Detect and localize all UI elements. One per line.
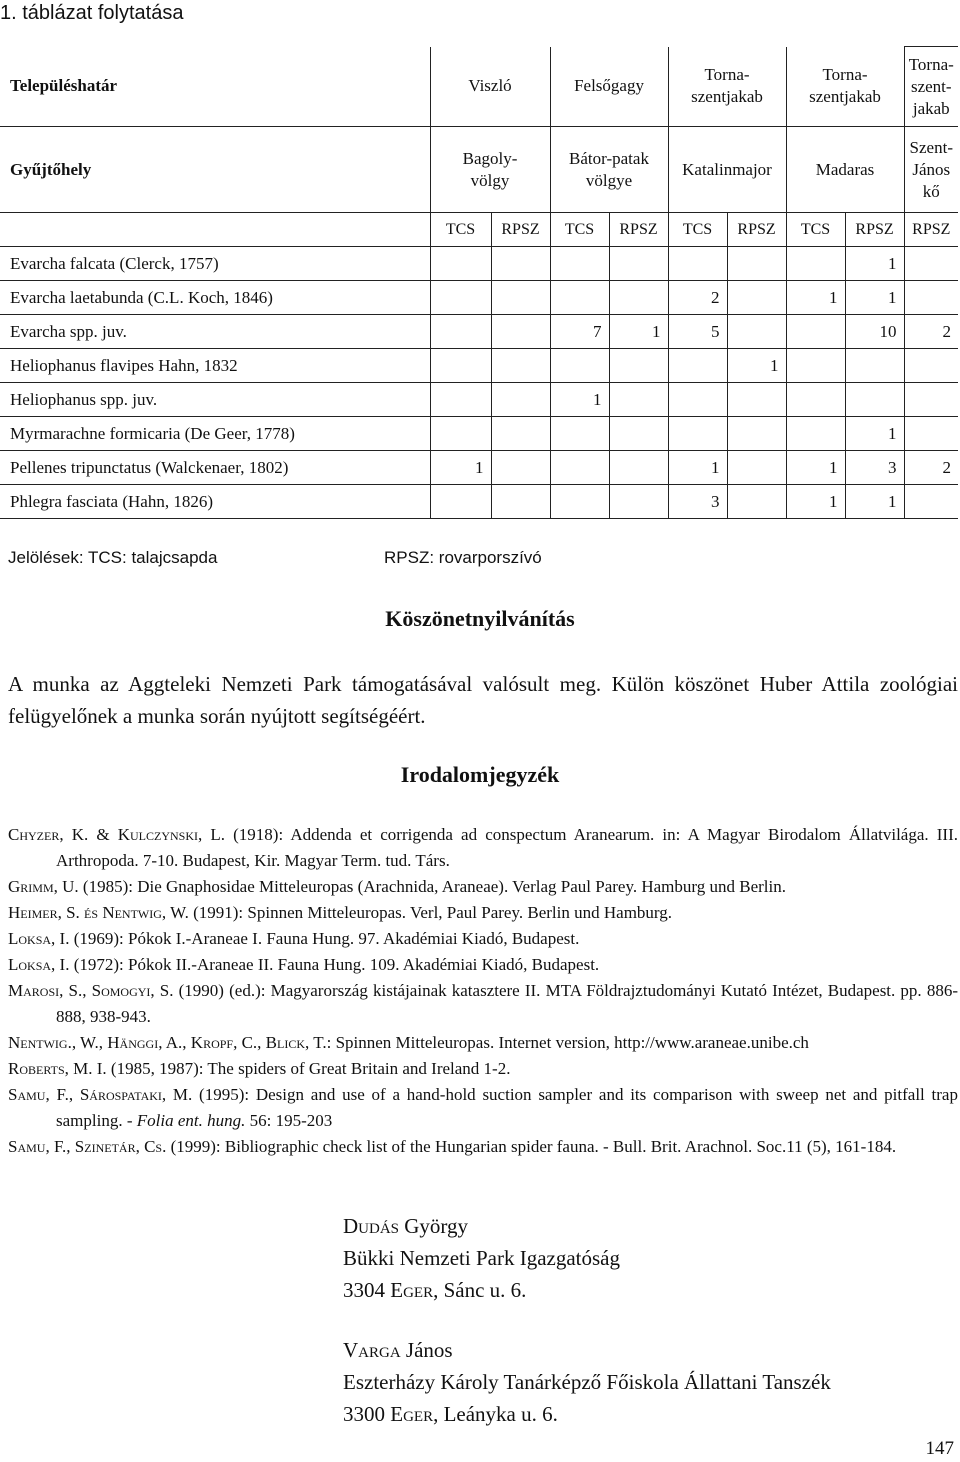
count-cell: 1: [845, 417, 904, 451]
species-row: [0, 349, 958, 383]
reference-authors: Roberts, M. I.: [8, 1059, 107, 1078]
species-row: [0, 315, 958, 349]
reference-item: [8, 978, 958, 1030]
count-cell: [727, 383, 786, 417]
method-code-corner: [0, 213, 430, 247]
count-cell: [491, 485, 550, 519]
method-code: TCS: [430, 213, 491, 247]
address-postcode: 3300: [343, 1402, 391, 1426]
legend-tcs: Jelölések: TCS: talajcsapda: [8, 548, 218, 567]
address-street: , Sánc u. 6.: [433, 1278, 527, 1302]
count-cell: [430, 247, 491, 281]
references-title: Irodalomjegyzék: [400, 762, 560, 787]
place-madaras: Madaras: [786, 127, 904, 213]
species-name: Evarcha falcata (Clerck, 1757): [0, 247, 430, 281]
count-cell: [668, 417, 727, 451]
count-cell: [727, 315, 786, 349]
address-city: Eger: [390, 1402, 434, 1426]
species-name: Phlegra fasciata (Hahn, 1826): [0, 485, 430, 519]
reference-item: [8, 874, 958, 900]
count-cell: [550, 485, 609, 519]
reference-item: [8, 1082, 958, 1134]
place-bagolyvolgy: [430, 127, 550, 213]
count-cell: [904, 417, 958, 451]
count-cell: 2: [904, 315, 958, 349]
author-given-name: György: [399, 1214, 469, 1238]
count-cell: [491, 247, 550, 281]
count-cell: [609, 485, 668, 519]
site-label-line: szent-: [910, 76, 952, 96]
site-label-line: szentjakab: [809, 87, 881, 107]
reference-text: (1995): Design and use of a hand-hold suction sampler and its comparison with sweep net and pitfall trap sampling. -: [56, 1085, 958, 1130]
acknowledgements-title: Köszönetnyilvánítás: [385, 606, 575, 631]
count-cell: [550, 451, 609, 485]
species-rows: [0, 247, 958, 519]
count-cell: 2: [904, 451, 958, 485]
species-row: [0, 417, 958, 451]
site-label-line: szentjakab: [691, 87, 763, 107]
place-label-line: kő: [922, 181, 940, 201]
count-cell: [668, 349, 727, 383]
reference-authors: Loksa, I.: [8, 955, 70, 974]
count-cell: [609, 349, 668, 383]
place-header-row: [0, 127, 958, 213]
count-cell: [430, 315, 491, 349]
reference-item: [8, 926, 958, 952]
species-row: [0, 281, 958, 315]
count-cell: 1: [727, 349, 786, 383]
address-street: , Leányka u. 6.: [433, 1402, 558, 1426]
count-cell: [430, 281, 491, 315]
reference-authors: Chyzer, K. & Kulczynski, L.: [8, 825, 225, 844]
site-felsogagy: Felsőgagy: [550, 47, 668, 127]
reference-text: (1969): Pókok I.-Araneae I. Fauna Hung. 97. Akadémiai Kiadó, Budapest.: [69, 929, 580, 948]
row-header-site: Településhatár: [0, 47, 430, 127]
count-cell: [609, 417, 668, 451]
species-name: Evarcha spp. juv.: [0, 315, 430, 349]
site-header-row: [0, 47, 958, 127]
reference-list: [8, 822, 958, 1160]
reference-text: (1999): Bibliographic check list of the Hungarian spider fauna. - Bull. Brit. Arachnol. Soc.11 (5), 161-184.: [166, 1137, 897, 1156]
reference-text: 56: 195-203: [245, 1111, 333, 1130]
count-cell: [727, 485, 786, 519]
count-cell: 3: [845, 451, 904, 485]
count-cell: [727, 451, 786, 485]
species-name: Heliophanus flavipes Hahn, 1832: [0, 349, 430, 383]
count-cell: [786, 349, 845, 383]
species-name: Heliophanus spp. juv.: [0, 383, 430, 417]
method-code: TCS: [668, 213, 727, 247]
address-postcode: 3304: [343, 1278, 391, 1302]
legend-rpsz: RPSZ: rovarporszívó: [384, 548, 542, 567]
count-cell: [609, 451, 668, 485]
count-cell: 1: [550, 383, 609, 417]
count-cell: [904, 383, 958, 417]
count-cell: [845, 349, 904, 383]
count-cell: 7: [550, 315, 609, 349]
place-label-line: völgye: [585, 170, 633, 190]
species-row: [0, 247, 958, 281]
count-cell: [904, 485, 958, 519]
method-code: RPSZ: [845, 213, 904, 247]
count-cell: 1: [786, 281, 845, 315]
count-cell: 3: [668, 485, 727, 519]
count-cell: [550, 417, 609, 451]
count-cell: 1: [845, 485, 904, 519]
count-cell: [491, 383, 550, 417]
site-tornaszentjakab-2: [786, 47, 904, 127]
place-szentjanos: [904, 127, 958, 213]
count-cell: [491, 281, 550, 315]
reference-authors: Marosi, S., Somogyi, S.: [8, 981, 174, 1000]
species-row: [0, 383, 958, 417]
reference-authors: Samu, F., Sárospataki, M.: [8, 1085, 193, 1104]
author-name: [343, 1210, 620, 1242]
place-label-line: völgy: [470, 170, 510, 190]
species-name: Pellenes tripunctatus (Walckenaer, 1802): [0, 451, 430, 485]
reference-authors: Heimer, S. és Nentwig, W.: [8, 903, 189, 922]
author-block-varga: [343, 1334, 831, 1430]
author-institution: Eszterházy Károly Tanárképző Főiskola Állattani Tanszék: [343, 1370, 831, 1394]
species-name: Myrmarachne formicaria (De Geer, 1778): [0, 417, 430, 451]
continuation-title: 1. táblázat folytatása: [0, 2, 184, 24]
count-cell: [904, 349, 958, 383]
reference-text: (1991): Spinnen Mitteleuropas. Verl, Paul Parey. Berlin und Hamburg.: [188, 903, 673, 922]
count-cell: [491, 417, 550, 451]
site-viszlo: Viszló: [430, 47, 550, 127]
count-cell: [491, 349, 550, 383]
reference-item: [8, 822, 958, 874]
reference-text: (1918): Addenda et corrigenda ad conspectum Aranearum. in: A Magyar Birodalom Állatvilága. III. Arthropoda. 7-10. Budapest, Kir. Magyar Term. tud. Társ.: [56, 825, 958, 870]
species-row: [0, 451, 958, 485]
count-cell: [430, 349, 491, 383]
count-cell: 1: [845, 281, 904, 315]
site-label-line: Torna-: [908, 54, 954, 74]
count-cell: [430, 485, 491, 519]
address-city: Eger: [390, 1278, 434, 1302]
reference-authors: Loksa, I.: [8, 929, 70, 948]
count-cell: [786, 247, 845, 281]
reference-text: (1972): Pókok II.-Araneae II. Fauna Hung. 109. Akadémiai Kiadó, Budapest.: [69, 955, 600, 974]
count-cell: 1: [845, 247, 904, 281]
count-cell: [904, 247, 958, 281]
method-code: TCS: [550, 213, 609, 247]
place-katalinmajor: Katalinmajor: [668, 127, 786, 213]
method-code: RPSZ: [727, 213, 786, 247]
count-cell: [727, 281, 786, 315]
count-cell: 1: [609, 315, 668, 349]
author-address: [343, 1274, 620, 1306]
place-label-line: Bátor-patak: [569, 148, 649, 168]
count-cell: 2: [668, 281, 727, 315]
count-cell: [904, 281, 958, 315]
count-cell: [668, 247, 727, 281]
count-cell: [550, 281, 609, 315]
count-cell: 1: [430, 451, 491, 485]
place-label-line: Szent-: [909, 137, 953, 157]
count-cell: [430, 383, 491, 417]
page-number: 147: [925, 1438, 954, 1459]
author-block-dudas: [343, 1210, 620, 1306]
count-cell: 1: [786, 451, 845, 485]
reference-item: [8, 900, 958, 926]
place-label-line: János: [912, 159, 951, 179]
count-cell: [550, 247, 609, 281]
reference-journal: Folia ent. hung.: [136, 1111, 246, 1130]
site-label-line: jakab: [912, 98, 950, 118]
place-label-line: Bagoly-: [462, 148, 518, 168]
place-batorpatak: [550, 127, 668, 213]
count-cell: 10: [845, 315, 904, 349]
author-surname: Dudás: [343, 1214, 400, 1238]
count-cell: [845, 383, 904, 417]
count-cell: 5: [668, 315, 727, 349]
count-cell: [786, 383, 845, 417]
author-institution: Bükki Nemzeti Park Igazgatóság: [343, 1246, 620, 1270]
species-name: Evarcha laetabunda (C.L. Koch, 1846): [0, 281, 430, 315]
author-name: [343, 1334, 831, 1366]
count-cell: [491, 315, 550, 349]
method-code-row: [0, 213, 958, 247]
method-code: TCS: [786, 213, 845, 247]
reference-item: [8, 1134, 958, 1160]
reference-text: (1985): Die Gnaphosidae Mitteleuropas (Arachnida, Araneae). Verlag Paul Parey. Hamburg und Berlin.: [78, 877, 786, 896]
species-row: [0, 485, 958, 519]
count-cell: [491, 451, 550, 485]
reference-text: : Spinnen Mitteleuropas. Internet version, http://www.araneae.unibe.ch: [326, 1033, 809, 1052]
reference-text: (1985, 1987): The spiders of Great Britain and Ireland 1-2.: [106, 1059, 511, 1078]
method-code: RPSZ: [491, 213, 550, 247]
count-cell: [550, 349, 609, 383]
author-surname: Varga: [343, 1338, 401, 1362]
site-tornaszentjakab-1: [668, 47, 786, 127]
count-cell: [786, 417, 845, 451]
author-address: [343, 1398, 831, 1430]
reference-text: (1990) (ed.): Magyarország kistájainak katasztere II. MTA Földrajztudományi Kutató Intézet, Budapest. pp. 886-888, 938-943.: [56, 981, 958, 1026]
reference-authors: Samu, F., Szinetár, Cs.: [8, 1137, 167, 1156]
reference-authors: Grimm, U.: [8, 877, 79, 896]
reference-item: [8, 1030, 958, 1056]
method-code: RPSZ: [609, 213, 668, 247]
count-cell: [727, 247, 786, 281]
species-table: [0, 46, 958, 519]
site-tornaszentjakab-3: [904, 47, 958, 127]
count-cell: [727, 417, 786, 451]
site-label-line: Torna-: [822, 65, 868, 85]
method-code: RPSZ: [904, 213, 958, 247]
reference-authors: Nentwig., W., Hänggi, A., Kropf, C., Blick, T.: [8, 1033, 327, 1052]
count-cell: [609, 281, 668, 315]
reference-item: [8, 952, 958, 978]
count-cell: [609, 247, 668, 281]
count-cell: [430, 417, 491, 451]
acknowledgements-text: A munka az Aggteleki Nemzeti Park támogatásával valósult meg. Külön köszönet Huber Attila zoológiai felügyelőnek a munka során nyújtott segítségéért.: [8, 672, 958, 728]
count-cell: 1: [786, 485, 845, 519]
count-cell: [609, 383, 668, 417]
count-cell: 1: [668, 451, 727, 485]
reference-item: [8, 1056, 958, 1082]
author-given-name: János: [400, 1338, 453, 1362]
row-header-collecting: Gyűjtőhely: [0, 127, 430, 213]
site-label-line: Torna-: [704, 65, 750, 85]
count-cell: [668, 383, 727, 417]
count-cell: [786, 315, 845, 349]
